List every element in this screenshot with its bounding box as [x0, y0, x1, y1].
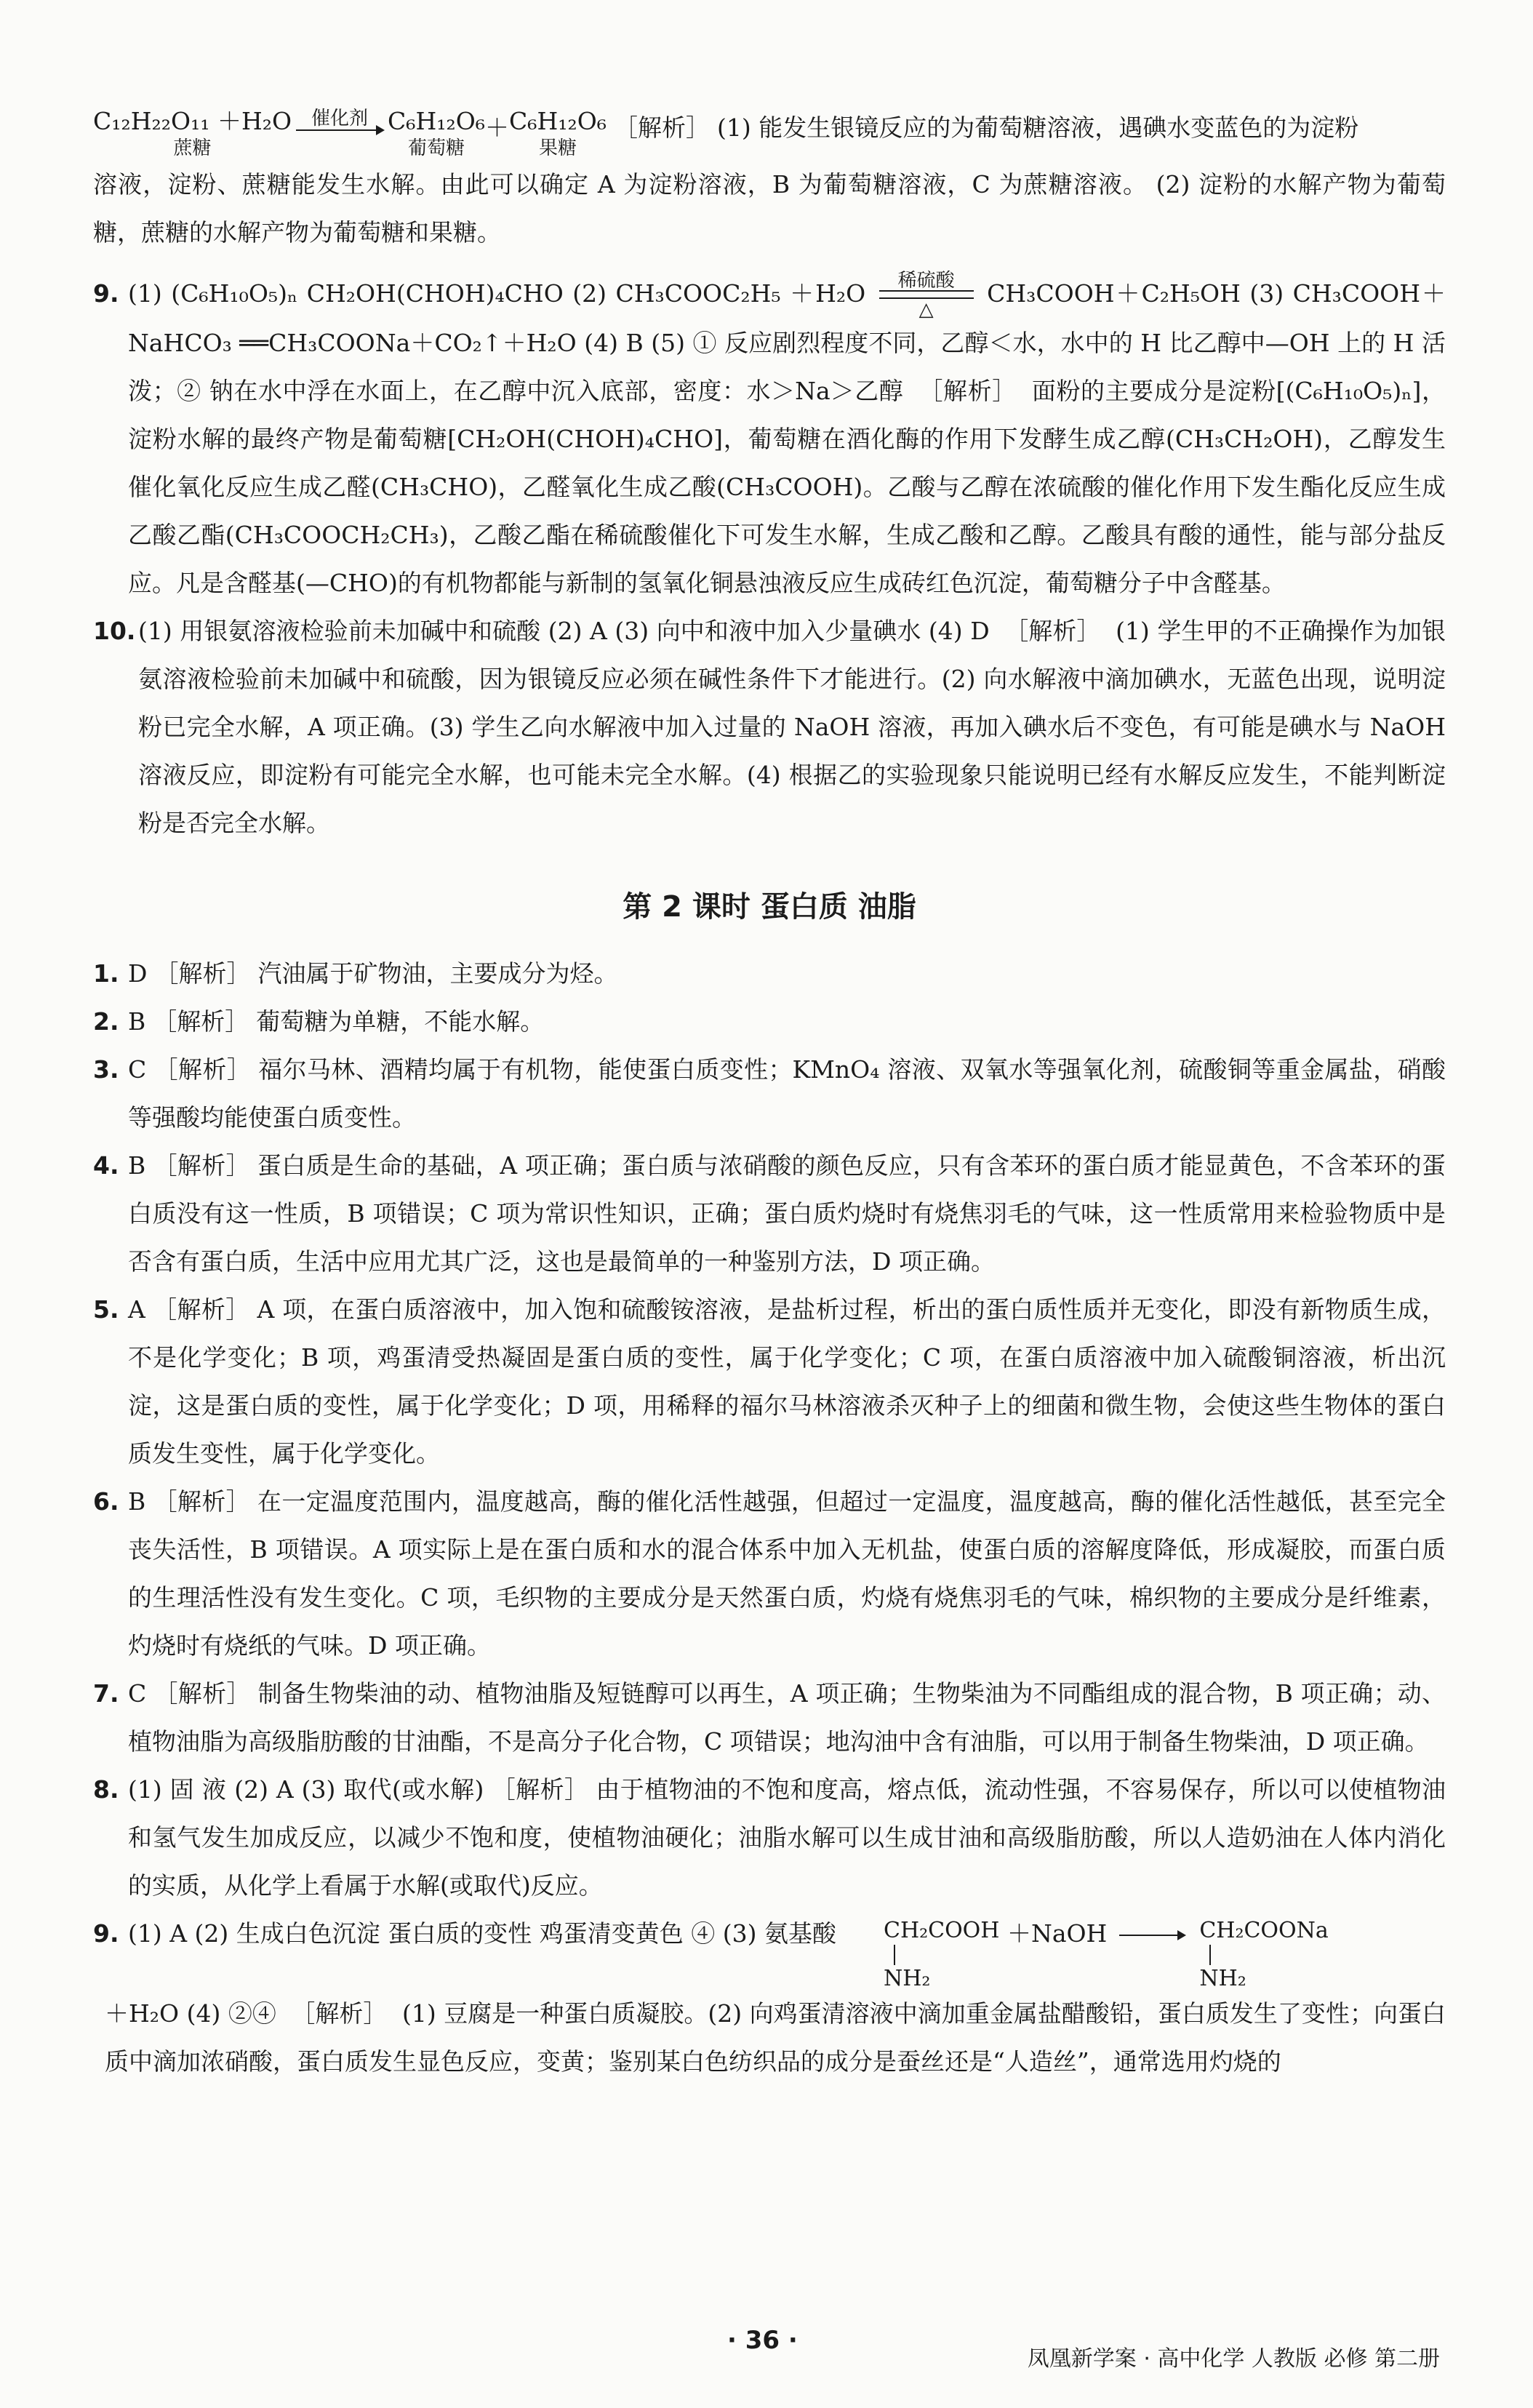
- analysis-tag: ［解析］: [154, 959, 251, 988]
- answer-list: [93, 950, 1446, 1910]
- list-item: [93, 1670, 1446, 1766]
- answer-text: 福尔马林、酒精均属于有机物，能使蛋白质变性；KMnO₄ 溶液、双氧水等强氧化剂，硫酸铜等重金属盐，硝酸等强酸均能使蛋白质变性。: [128, 1055, 1446, 1132]
- answer-text: 蛋白质是生命的基础，A 项正确；蛋白质与浓硝酸的颜色反应，只有含苯环的蛋白质才能显黄色，不含苯环的蛋白质没有这一性质，B 项错误；C 项为常识性知识，正确；蛋白质灼烧时有烧焦羽毛的气味，这一性质常用来检验物质中是否含有蛋白质，生活中应用尤其广泛，这也是最简单的一种鉴别方法，D 项正确。: [128, 1151, 1446, 1276]
- page-number: · 36 ·: [727, 2326, 798, 2355]
- sucrose-hydrolysis-equation: C₁₂H₂₂O₁₁ ＋H₂O 蔗糖 催化剂 C₆H₁₂O₆ 葡萄糖 ＋ C₆H₁₂O₆ 果糖 ［解析］ (1) 能发生银镜反应的为葡萄糖溶液，遇碘水变蓝色的为淀粉: [93, 107, 1359, 159]
- question-number: 4.: [93, 1151, 119, 1180]
- analysis-tag: ［解析］: [614, 113, 711, 142]
- list-item: [93, 998, 1446, 1046]
- sucrose-formula: C₁₂H₂₂O₁₁ ＋H₂O 蔗糖: [93, 107, 292, 159]
- question-number: 5.: [93, 1295, 119, 1324]
- question-number: 8.: [93, 1775, 119, 1804]
- answer-choice: D: [128, 959, 148, 988]
- list-item: [93, 1142, 1446, 1286]
- analysis-tag: ［解析］: [291, 1999, 388, 2028]
- glycine-formula: CH₂COOH NH₂: [883, 1918, 1000, 1991]
- answer-text: 由于植物油的不饱和度高，熔点低，流动性强，不容易保存，所以可以使植物油和氢气发生加成反应，以减少不饱和度，使植物油硬化；油脂水解可以生成甘油和高级脂肪酸，所以人造奶油在人体内消化的实质，从化学上看属于水解(或取代)反应。: [128, 1775, 1446, 1900]
- answer-text: 汽油属于矿物油，主要成分为烃。: [257, 959, 618, 988]
- analysis-tag: ［解析］: [1004, 617, 1101, 645]
- question-number: 6.: [93, 1487, 119, 1516]
- glucose-formula: C₆H₁₂O₆ 葡萄糖: [388, 107, 486, 159]
- answer-text: 溶液，淀粉、蔗糖能发生水解。由此可以确定 A 为淀粉溶液，B 为葡萄糖溶液，C 为蔗糖溶液。 (2) 淀粉的水解产物为葡萄糖，蔗糖的水解产物为葡萄糖和果糖。: [93, 170, 1446, 247]
- answer-text: A 项，在蛋白质溶液中，加入饱和硫酸铵溶液，是盐析过程，析出的蛋白质性质并无变化，即没有新物质生成，不是化学变化；B 项，鸡蛋清受热凝固是蛋白质的变性，属于化学变化；C 项，在蛋白质溶液中加入硫酸铜溶液，析出沉淀，这是蛋白质的变性，属于化学变化；D 项，用稀释的福尔马林溶液杀灭种子上的细菌和微生物，会使这些生物体的蛋白质发生变性，属于化学变化。: [128, 1295, 1446, 1468]
- arrow-icon: [296, 129, 383, 131]
- answer-text: 制备生物柴油的动、植物油脂及短链醇可以再生，A 项正确；生物柴油为不同酯组成的混合物，B 项正确；动、植物油脂为高级脂肪酸的甘油酯，不是高分子化合物，C 项错误；地沟油中含有油脂，可以用于制备生物柴油，D 项正确。: [128, 1679, 1446, 1756]
- list-item: 9. (1) (C₆H₁₀O₅)ₙ CH₂OH(CHOH)₄CHO (2) CH₃COOC₂H₅ ＋H₂O 稀硫酸 △ CH₃COOH＋C₂H₅OH (3) CH₃COOH＋NaHCO₃ ══CH₃COONa＋CO₂↑＋H₂O (4) B (5) ① 反应剧烈程度不同，乙醇＜水，水中的 H 比乙醇中—OH 上的 H 活泼；② 钠在水中浮在水面上，在乙醇中沉入底部，密度：水＞Na＞乙醇 ［解析］ 面粉的主要成分是淀粉[(C₆H₁₀O₅)ₙ]，淀粉水解的最终产物是葡萄糖[CH₂OH(CHOH)₄CHO]，葡萄糖在酒化酶的作用下发酵生成乙醇(CH₃CH₂OH)，乙醇发生催化氧化反应生成乙醛(CH₃CHO)，乙醛氧化生成乙酸(CH₃COOH)。乙酸与乙醇在浓硫酸的催化作用下发生酯化反应生成乙酸乙酯(CH₃COOCH₂CH₃)，乙酸乙酯在稀硫酸催化下可发生水解，生成乙酸和乙醇。乙酸具有酸的通性，能与部分盐反应。凡是含醛基(—CHO)的有机物都能与新制的氢氧化铜悬浊液反应生成砖红色沉淀，葡萄糖分子中含醛基。: [93, 270, 1446, 597]
- list-item: 9. (1) A (2) 生成白色沉淀 蛋白质的变性 鸡蛋清变黄色 ④ (3) 氨基酸 CH₂COOH NH₂ ＋NaOH CH₂COONa NH₂: [93, 1918, 1329, 1991]
- answer-choice: C: [128, 1055, 147, 1084]
- list-item: [93, 1766, 1446, 1910]
- answer-choice: B: [128, 1007, 146, 1036]
- answer-choice: (1) 固 液 (2) A (3) 取代(或水解): [128, 1775, 484, 1804]
- reversible-arrow: 稀硫酸 △: [879, 271, 974, 319]
- analysis-tag: ［解析］: [153, 1151, 250, 1180]
- answer-choice: B: [128, 1151, 146, 1180]
- list-item: [93, 1478, 1446, 1670]
- analysis-tag: ［解析］: [152, 1295, 250, 1324]
- answer-text: 在一定温度范围内，温度越高，酶的催化活性越强，但超过一定温度，温度越高，酶的催化活性越低，甚至完全丧失活性，B 项错误。A 项实际上是在蛋白质和水的混合体系中加入无机盐，使蛋白质的溶解度降低，形成凝胶，而蛋白质的生理活性没有发生变化。C 项，毛织物的主要成分是天然蛋白质，灼烧有烧焦羽毛的气味，棉织物的主要成分是纤维素，灼烧时有烧纸的气味。D 项正确。: [128, 1487, 1446, 1660]
- reaction-arrow: 催化剂: [296, 109, 383, 131]
- answer-choice: B: [128, 1487, 146, 1516]
- analysis-tag: ［解析］: [918, 377, 1017, 405]
- question-number: 2.: [93, 1007, 119, 1036]
- analysis-tag: ［解析］: [153, 1679, 251, 1708]
- list-item: [93, 950, 1446, 998]
- answer-choice: C: [128, 1679, 147, 1708]
- fructose-formula: C₆H₁₂O₆ 果糖: [509, 107, 607, 159]
- answer-choice: A: [128, 1295, 145, 1324]
- answer-text: ＋H₂O (4) ②④ ［解析］ (1) 豆腐是一种蛋白质凝胶。(2) 向鸡蛋清溶液中滴加重金属盐醋酸铅，蛋白质发生了变性；向蛋白质中滴加浓硝酸，蛋白质发生显色反应，变黄；鉴别某白色纺织品的成分是蚕丝还是“人造丝”，通常选用灼烧的: [105, 1999, 1446, 2076]
- list-item: 10. (1) 用银氨溶液检验前未加碱中和硫酸 (2) A (3) 向中和液中加入少量碘水 (4) D ［解析］ (1) 学生甲的不正确操作为加银氨溶液检验前未加碱中和硫酸，因为银镜反应必须在碱性条件下才能进行。(2) 向水解液中滴加碘水，无蓝色出现，说明淀粉已完全水解，A 项正确。(3) 学生乙向水解液中加入过量的 NaOH 溶液，再加入碘水后不变色，有可能是碘水与 NaOH 溶液反应，即淀粉有可能完全水解，也可能未完全水解。(4) 根据乙的实验现象只能说明已经有水解反应发生，不能判断淀粉是否完全水解。: [93, 617, 1446, 837]
- list-item: [93, 1046, 1446, 1142]
- reaction-arrow: [1119, 1935, 1185, 1936]
- equilibrium-arrow-icon: [879, 290, 974, 299]
- question-number: 3.: [93, 1055, 119, 1084]
- analysis-tag: ［解析］: [491, 1775, 589, 1804]
- analysis-tag: ［解析］: [153, 1007, 249, 1036]
- arrow-icon: [1119, 1935, 1185, 1936]
- question-number: 7.: [93, 1679, 119, 1708]
- question-number: 1.: [93, 959, 119, 988]
- page-footer: [0, 2326, 1533, 2372]
- analysis-tag: ［解析］: [153, 1055, 252, 1084]
- answer-text: 葡萄糖为单糖，不能水解。: [256, 1007, 545, 1036]
- sodium-glycinate-formula: CH₂COONa NH₂: [1199, 1918, 1329, 1991]
- analysis-tag: ［解析］: [153, 1487, 251, 1516]
- book-title: 凤凰新学案 · 高中化学 人教版 必修 第二册: [1027, 2346, 1440, 2372]
- list-item: [93, 1286, 1446, 1478]
- answer-text: (1) 能发生银镜反应的为葡萄糖溶液，遇碘水变蓝色的为淀粉: [717, 113, 1359, 142]
- section-title: 第 2 课时 蛋白质 油脂: [623, 890, 916, 924]
- page-content: [93, 109, 1446, 2086]
